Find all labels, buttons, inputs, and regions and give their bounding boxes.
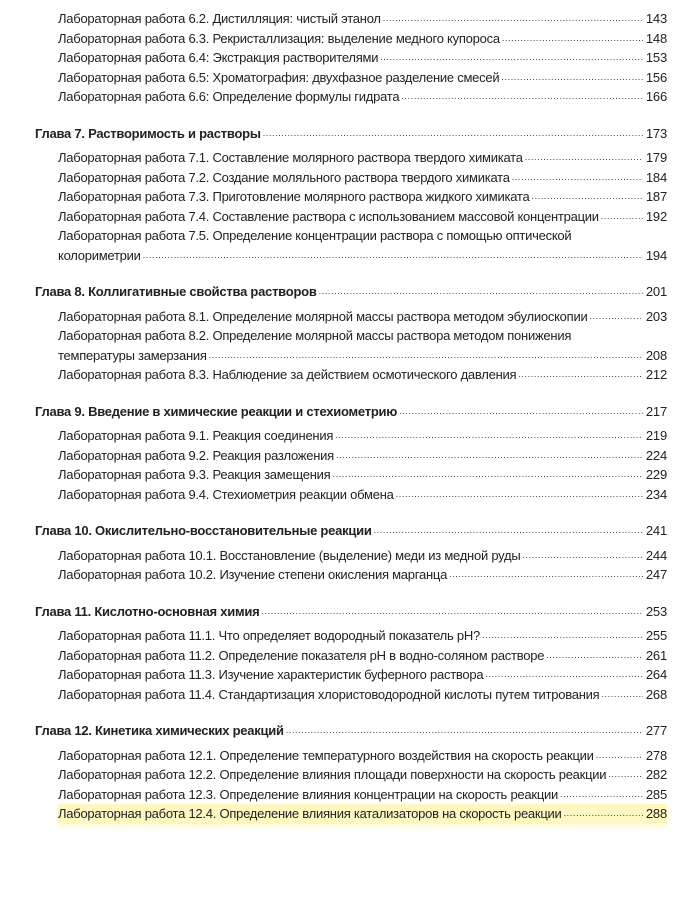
page-number: 208 xyxy=(643,346,667,366)
lab-entry[interactable] xyxy=(58,746,667,766)
toc-section xyxy=(35,602,667,705)
lab-entry-title: Лабораторная работа 9.2. Реакция разложения ..... xyxy=(58,448,334,463)
chapter-entry-title: Глава 8. Коллигативные свойства растворов ..... xyxy=(35,284,317,299)
lab-entry-title: Лабораторная работа 6.2. Дистилляция: чистый этанол ..... xyxy=(58,11,381,26)
lab-entry-highlighted[interactable] xyxy=(58,804,667,824)
page-number: 173 xyxy=(643,124,667,144)
lab-entry-title: Лабораторная работа 8.2. Определение молярной массы раствора методом понижения температуры замерзания ..... xyxy=(58,328,571,363)
page-number: 203 xyxy=(643,307,667,327)
lab-entry-title: Лабораторная работа 9.1. Реакция соединения ..... xyxy=(58,428,333,443)
lab-entry[interactable] xyxy=(58,646,667,666)
page-number: 184 xyxy=(643,168,667,188)
page-number: 229 xyxy=(643,465,667,485)
lab-entry-title: Лабораторная работа 7.4. Составление раствора с использованием массовой концентрации ..... xyxy=(58,209,599,224)
chapter-entry[interactable] xyxy=(35,124,667,144)
lab-entry[interactable] xyxy=(58,307,667,327)
lab-entry[interactable] xyxy=(58,87,667,107)
page-number: 277 xyxy=(643,721,667,741)
page-number: 255 xyxy=(643,626,667,646)
lab-entry-title: Лабораторная работа 8.1. Определение молярной массы раствора методом эбулиоскопии ..... xyxy=(58,309,587,324)
page-number: 187 xyxy=(643,187,667,207)
chapter-entry[interactable] xyxy=(35,402,667,422)
lab-entry[interactable] xyxy=(58,207,667,227)
lab-entry-title: Лабораторная работа 12.2. Определение влияния площади поверхности на скорость реакции ..... xyxy=(58,767,606,782)
lab-entry-title: Лабораторная работа 10.1. Восстановление (выделение) меди из медной руды ..... xyxy=(58,548,520,563)
lab-entry[interactable] xyxy=(58,546,667,566)
page-number: 282 xyxy=(643,765,667,785)
page-number: 143 xyxy=(643,9,667,29)
lab-entry-highlighted-title: Лабораторная работа 12.4. Определение влияния катализаторов на скорость реакции ..... xyxy=(58,806,562,821)
page-number: 278 xyxy=(643,746,667,766)
page-number: 166 xyxy=(643,87,667,107)
lab-entry[interactable] xyxy=(58,187,667,207)
toc-section xyxy=(35,721,667,824)
table-of-contents xyxy=(35,9,667,841)
page-number: 264 xyxy=(643,665,667,685)
toc-section xyxy=(35,124,667,266)
chapter-entry[interactable] xyxy=(35,521,667,541)
chapter-entry-title: Глава 11. Кислотно-основная химия ..... xyxy=(35,604,259,619)
lab-entry[interactable] xyxy=(58,48,667,68)
lab-entry-title: Лабораторная работа 11.4. Стандартизация хлористоводородной кислоты путем титрования ..... xyxy=(58,687,599,702)
toc-section xyxy=(35,282,667,385)
page-number: 261 xyxy=(643,646,667,666)
toc-section xyxy=(35,521,667,585)
lab-entry[interactable] xyxy=(58,226,667,265)
lab-entry-title: Лабораторная работа 6.6: Определение формулы гидрата ..... xyxy=(58,89,399,104)
lab-entry-title: Лабораторная работа 12.1. Определение температурного воздействия на скорость реакции ..... xyxy=(58,748,594,763)
page-number: 219 xyxy=(643,426,667,446)
page-number: 148 xyxy=(643,29,667,49)
lab-entry-title: Лабораторная работа 6.4: Экстракция растворителями ..... xyxy=(58,50,378,65)
page-number: 234 xyxy=(643,485,667,505)
lab-entry[interactable] xyxy=(58,29,667,49)
page-number: 153 xyxy=(643,48,667,68)
page-number: 253 xyxy=(643,602,667,622)
page-number: 288 xyxy=(643,804,667,824)
chapter-entry-title: Глава 7. Растворимость и растворы ..... xyxy=(35,126,261,141)
toc-section xyxy=(35,9,667,107)
page-number: 285 xyxy=(643,785,667,805)
lab-entry[interactable] xyxy=(58,665,667,685)
lab-entry[interactable] xyxy=(58,365,667,385)
page-number: 247 xyxy=(643,565,667,585)
page-number: 194 xyxy=(643,246,667,266)
lab-entry-title: Лабораторная работа 7.2. Создание моляльного раствора твердого химиката ..... xyxy=(58,170,510,185)
page-number: 156 xyxy=(643,68,667,88)
lab-entry-title: Лабораторная работа 6.3. Рекристаллизация: выделение медного купороса ..... xyxy=(58,31,500,46)
lab-entry-title: Лабораторная работа 11.3. Изучение характеристик буферного раствора ..... xyxy=(58,667,483,682)
lab-entry-title: Лабораторная работа 8.3. Наблюдение за действием осмотического давления ..... xyxy=(58,367,516,382)
lab-entry-title: Лабораторная работа 9.3. Реакция замещения ..... xyxy=(58,467,330,482)
page-number: 244 xyxy=(643,546,667,566)
toc-section xyxy=(35,402,667,505)
lab-entry[interactable] xyxy=(58,565,667,585)
lab-entry[interactable] xyxy=(58,485,667,505)
lab-entry-title: Лабораторная работа 10.2. Изучение степени окисления марганца ..... xyxy=(58,567,447,582)
chapter-entry-title: Глава 10. Окислительно-восстановительные реакции ..... xyxy=(35,523,372,538)
page-number: 179 xyxy=(643,148,667,168)
page-number: 268 xyxy=(643,685,667,705)
lab-entry-title: Лабораторная работа 7.5. Определение концентрации раствора с помощью оптической колориметрии ..... xyxy=(58,228,571,263)
lab-entry[interactable] xyxy=(58,765,667,785)
chapter-entry-title: Глава 9. Введение в химические реакции и стехиометрию ..... xyxy=(35,404,397,419)
page-number: 201 xyxy=(643,282,667,302)
page-number: 217 xyxy=(643,402,667,422)
chapter-entry[interactable] xyxy=(35,282,667,302)
lab-entry-title: Лабораторная работа 9.4. Стехиометрия реакции обмена ..... xyxy=(58,487,394,502)
page-number: 241 xyxy=(643,521,667,541)
lab-entry-title: Лабораторная работа 6.5: Хроматография: двухфазное разделение смесей ..... xyxy=(58,70,499,85)
lab-entry-title: Лабораторная работа 11.1. Что определяет водородный показатель pH? ..... xyxy=(58,628,480,643)
page-number: 192 xyxy=(643,207,667,227)
lab-entry[interactable] xyxy=(58,626,667,646)
lab-entry-title: Лабораторная работа 7.3. Приготовление молярного раствора жидкого химиката ..... xyxy=(58,189,529,204)
lab-entry-title: Лабораторная работа 12.3. Определение влияния концентрации на скорость реакции ..... xyxy=(58,787,558,802)
lab-entry-title: Лабораторная работа 11.2. Определение показателя pH в водно-соляном растворе ..... xyxy=(58,648,544,663)
page-number: 224 xyxy=(643,446,667,466)
lab-entry[interactable] xyxy=(58,785,667,805)
page-number: 212 xyxy=(643,365,667,385)
chapter-entry[interactable] xyxy=(35,602,667,622)
lab-entry[interactable] xyxy=(58,168,667,188)
lab-entry[interactable] xyxy=(58,148,667,168)
lab-entry[interactable] xyxy=(58,68,667,88)
lab-entry-title: Лабораторная работа 7.1. Составление молярного раствора твердого химиката ..... xyxy=(58,150,523,165)
chapter-entry[interactable] xyxy=(35,721,667,741)
lab-entry[interactable] xyxy=(58,326,667,365)
lab-entry[interactable] xyxy=(58,465,667,485)
lab-entry[interactable] xyxy=(58,9,667,29)
lab-entry[interactable] xyxy=(58,685,667,705)
lab-entry[interactable] xyxy=(58,446,667,466)
lab-entry[interactable] xyxy=(58,426,667,446)
chapter-entry-title: Глава 12. Кинетика химических реакций ..... xyxy=(35,723,284,738)
